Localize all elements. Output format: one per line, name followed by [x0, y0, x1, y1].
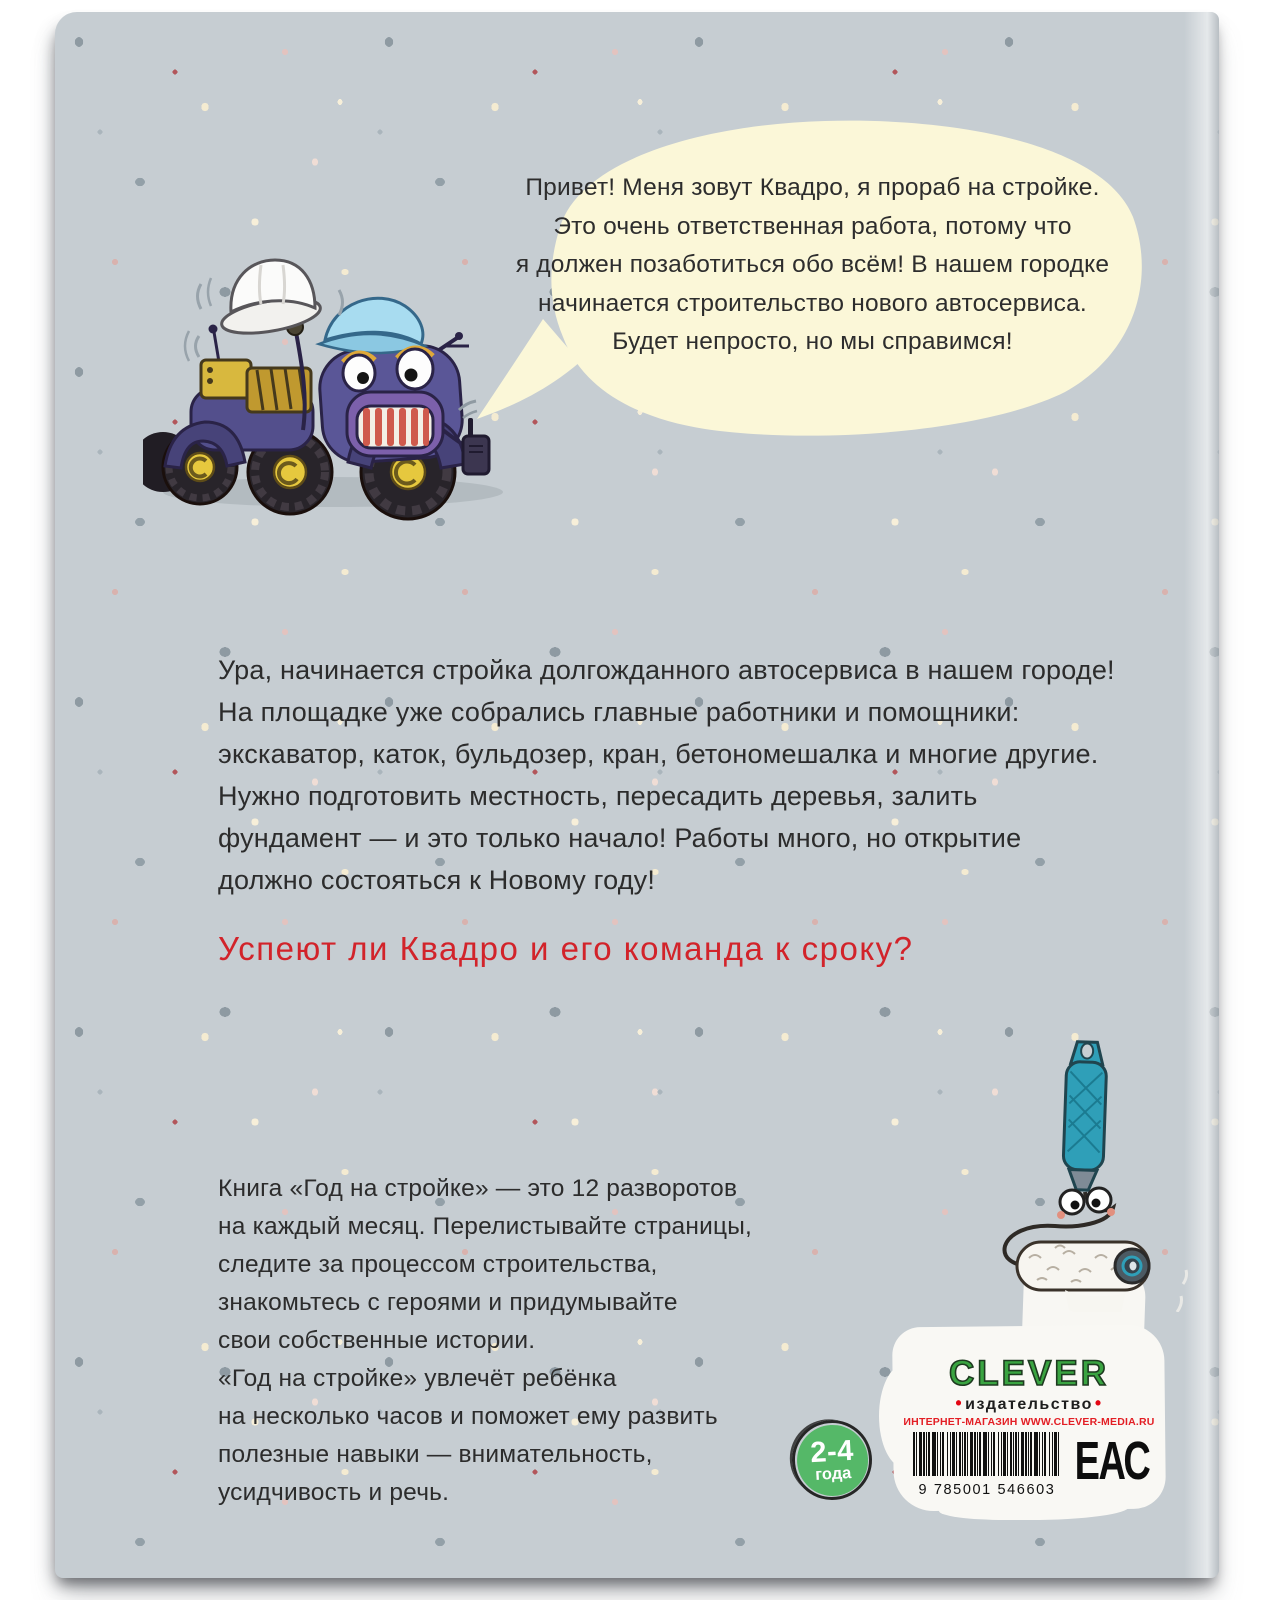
publisher-subtitle [898, 1393, 1160, 1414]
publisher-subtitle-text: издательство [965, 1396, 1093, 1413]
speech-bubble-text [495, 169, 1130, 362]
cap-icon [319, 298, 425, 353]
age-unit: года [814, 1463, 852, 1483]
red-dot-icon: • [1094, 1393, 1103, 1413]
description-line: знакомьтесь с героями и придумывайте [218, 1289, 678, 1316]
description-line: полезные навыки — внимательность, [218, 1441, 653, 1468]
description-line: «Год на стройке» увлечёт ребёнка [218, 1365, 617, 1392]
walkie-talkie-icon [463, 418, 489, 474]
intro-paragraph [218, 649, 1158, 901]
bubble-line: Привет! Меня зовут Квадро, я прораб на стройке. [525, 174, 1100, 201]
intro-line: На площадке уже собрались главные работники и помощники: [218, 697, 1020, 727]
barcode-bars-icon [911, 1432, 1063, 1476]
age-badge-label [795, 1423, 870, 1498]
bubble-line: я должен позаботиться обо всём! В нашем городке [515, 251, 1110, 278]
barcode-digits: 9 785001 546603 [918, 1482, 1056, 1498]
description-line: следите за процессом строительства, [218, 1251, 658, 1278]
quad-bike-character [143, 220, 505, 532]
cover-background [55, 12, 1219, 1578]
bubble-line: Это очень ответственная работа, потому что [553, 212, 1072, 240]
intro-line: должно состояться к Новому году! [218, 865, 656, 895]
intro-line: фундамент — и это только начало! Работы много, но открытие [218, 823, 1022, 853]
speech-bubble [465, 107, 1155, 452]
description-line: на каждый месяц. Перелистывайте страницы, [218, 1213, 753, 1240]
barcode [911, 1432, 1063, 1498]
description-line: усидчивость и речь. [218, 1479, 450, 1506]
clever-logo: CLEVER [949, 1354, 1109, 1393]
bubble-line: Будет непросто, но мы справимся! [612, 328, 1013, 355]
red-dot-icon: • [955, 1393, 964, 1413]
hard-hat-icon [219, 260, 323, 339]
intro-line: Ура, начинается стройка долгожданного автосервиса в нашем городе! [218, 655, 1115, 685]
eac-mark-icon [1073, 1430, 1151, 1494]
description-line: свои собственные истории. [218, 1327, 536, 1354]
store-url: ИНТЕРНЕТ-МАГАЗИН WWW.CLEVER-MEDIA.RU [903, 1416, 1155, 1428]
eac-label: ЕАС [1074, 1431, 1150, 1492]
intro-line: экскаватор, каток, бульдозер, кран, бетономешалка и многие другие. [218, 739, 1099, 769]
description-line: на несколько часов и поможет ему развить [218, 1403, 718, 1430]
bubble-line: начинается строительство нового автосервиса. [538, 289, 1087, 317]
description-line: Книга «Год на стройке» — это 12 разворотов [218, 1175, 738, 1202]
intro-line: Нужно подготовить местность, пересадить деревья, залить [218, 781, 978, 811]
question-line: Успеют ли Квадро и его команда к сроку? [218, 930, 914, 967]
age-range: 2-4 [809, 1433, 855, 1469]
paint-roller-character [925, 1012, 1205, 1312]
